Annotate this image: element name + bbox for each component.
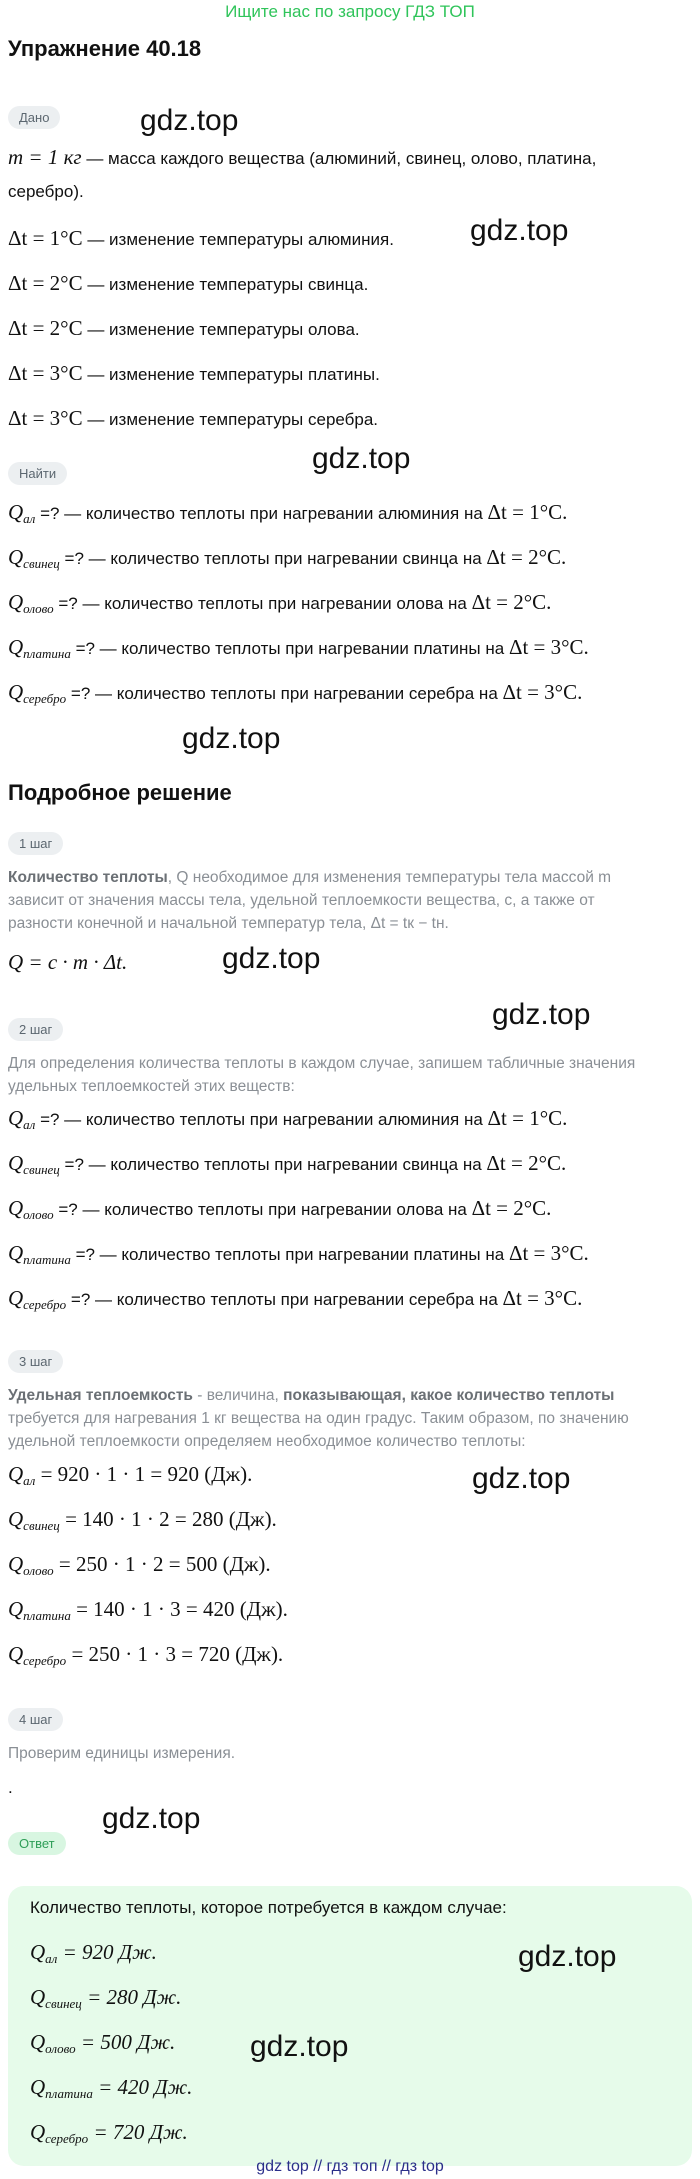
given-line-5: Δt = 3°C — изменение температуры платины.: [8, 361, 380, 385]
step1-formula: Q = c · m · Δt.: [8, 950, 128, 974]
watermark: gdz.top: [492, 998, 591, 1031]
step4-badge: 4 шаг: [8, 1708, 63, 1731]
watermark: gdz.top: [102, 1802, 201, 1835]
step2-line-2: $Q_{олово}$ =? — количество теплоты при нагревании олова на Δt = 2°C.: [8, 1196, 552, 1222]
step2-line-4: $Q_{серебро}$ =? — количество теплоты при нагревании серебра на Δt = 3°C.: [8, 1286, 583, 1312]
footer-links[interactable]: gdz top // гдз топ // гдз top: [256, 2158, 444, 2175]
step4-text: Проверим единицы измерения.: [8, 1745, 236, 1762]
watermark: gdz.top: [312, 442, 411, 475]
step2-line-0: $Q_{ал}$ =? — количество теплоты при нагревании алюминия на Δt = 1°C.: [8, 1106, 568, 1132]
step3-line-0: $Q_{ал} = 920 \cdot 1 \cdot 1 = 920$ (Дж).: [8, 1462, 253, 1488]
find-line-1: $Q_{свинец}$ =? — количество теплоты при нагревании свинца на Δt = 2°C.: [8, 545, 567, 571]
step3-line-1: $Q_{свинец} = 140 \cdot 1 \cdot 2 = 280$ (Дж).: [8, 1507, 277, 1533]
watermark: gdz.top: [182, 722, 281, 755]
watermark: gdz.top: [222, 942, 321, 975]
find-line-4: $Q_{серебро}$ =? — количество теплоты при нагревании серебра на Δt = 3°C.: [8, 680, 583, 706]
watermark: gdz.top: [472, 1462, 571, 1495]
step3-text: Удельная теплоемкость - величина, показывающая, какое количество теплоты требуется для нагревания 1 кг вещества на один градус. Таким образом, по значению удельной теплоемкости определяем необходимое количество теплоты:: [8, 1387, 629, 1450]
find-line-0: $Q_{ал}$ =? — количество теплоты при нагревании алюминия на Δt = 1°C.: [8, 500, 568, 526]
answer-line-3: $Q_{платина} = 420$ Дж.: [30, 2075, 193, 2101]
find-label: Найти: [8, 462, 67, 485]
answer-line-1: $Q_{свинец} = 280$ Дж.: [30, 1985, 182, 2011]
given-badge: [8, 106, 60, 129]
answer-badge: Ответ: [8, 1832, 66, 1855]
search-banner[interactable]: Ищите нас по запросу ГДЗ ТОП: [225, 2, 475, 21]
given-line-1: серебро).: [8, 182, 84, 201]
find-line-2: $Q_{олово}$ =? — количество теплоты при нагревании олова на Δt = 2°C.: [8, 590, 552, 616]
given-line-4: Δt = 2°C — изменение температуры олова.: [8, 316, 360, 340]
solution-title: Подробное решение: [8, 780, 232, 805]
answer-line-2: $Q_{олово} = 500$ Дж.: [30, 2030, 176, 2056]
given-line-6: Δt = 3°C — изменение температуры серебра.: [8, 406, 379, 430]
given-line-0: m = 1 кг — масса каждого вещества (алюминий, свинец, олово, платина,: [8, 145, 597, 169]
answer-line-0: $Q_{ал} = 920$ Дж.: [30, 1940, 157, 1966]
watermark: gdz.top: [518, 1940, 617, 1973]
step3-line-4: $Q_{серебро} = 250 \cdot 1 \cdot 3 = 720$ (Дж).: [8, 1642, 284, 1668]
find-badge: [8, 462, 67, 485]
step3-line-2: $Q_{олово} = 250 \cdot 1 \cdot 2 = 500$ (Дж).: [8, 1552, 271, 1578]
step2-line-1: $Q_{свинец}$ =? — количество теплоты при нагревании свинца на Δt = 2°C.: [8, 1151, 567, 1177]
step3-badge: 3 шаг: [8, 1350, 63, 1373]
given-label: Дано: [8, 106, 60, 129]
answer-intro: Количество теплоты, которое потребуется в каждом случае:: [30, 1898, 507, 1917]
answer-line-4: $Q_{серебро} = 720$ Дж.: [30, 2120, 188, 2146]
step1-text: Количество теплоты, Q необходимое для изменения температуры тела массой m зависит от значения массы тела, удельной теплоемкости вещества, c, а также от разности конечной и начальной температур тела, Δt = tк − tн.: [8, 869, 612, 932]
watermark: gdz.top: [250, 2030, 349, 2063]
watermark: gdz.top: [140, 104, 239, 137]
find-line-3: $Q_{платина}$ =? — количество теплоты при нагревании платины на Δt = 3°C.: [8, 635, 589, 661]
step2-badge: 2 шаг: [8, 1018, 63, 1041]
step1-badge: 1 шаг: [8, 832, 63, 855]
step3-line-3: $Q_{платина} = 140 \cdot 1 \cdot 3 = 420$ (Дж).: [8, 1597, 288, 1623]
step4-dot: .: [8, 1778, 13, 1797]
page-title: Упражнение 40.18: [8, 36, 202, 61]
given-line-2: Δt = 1°C — изменение температуры алюминия.: [8, 226, 394, 250]
given-line-3: Δt = 2°C — изменение температуры свинца.: [8, 271, 369, 295]
watermark: gdz.top: [470, 214, 569, 247]
step2-line-3: $Q_{платина}$ =? — количество теплоты при нагревании платины на Δt = 3°C.: [8, 1241, 589, 1267]
step2-text: Для определения количества теплоты в каждом случае, запишем табличные значения удельных теплоемкостей этих веществ:: [8, 1055, 636, 1095]
